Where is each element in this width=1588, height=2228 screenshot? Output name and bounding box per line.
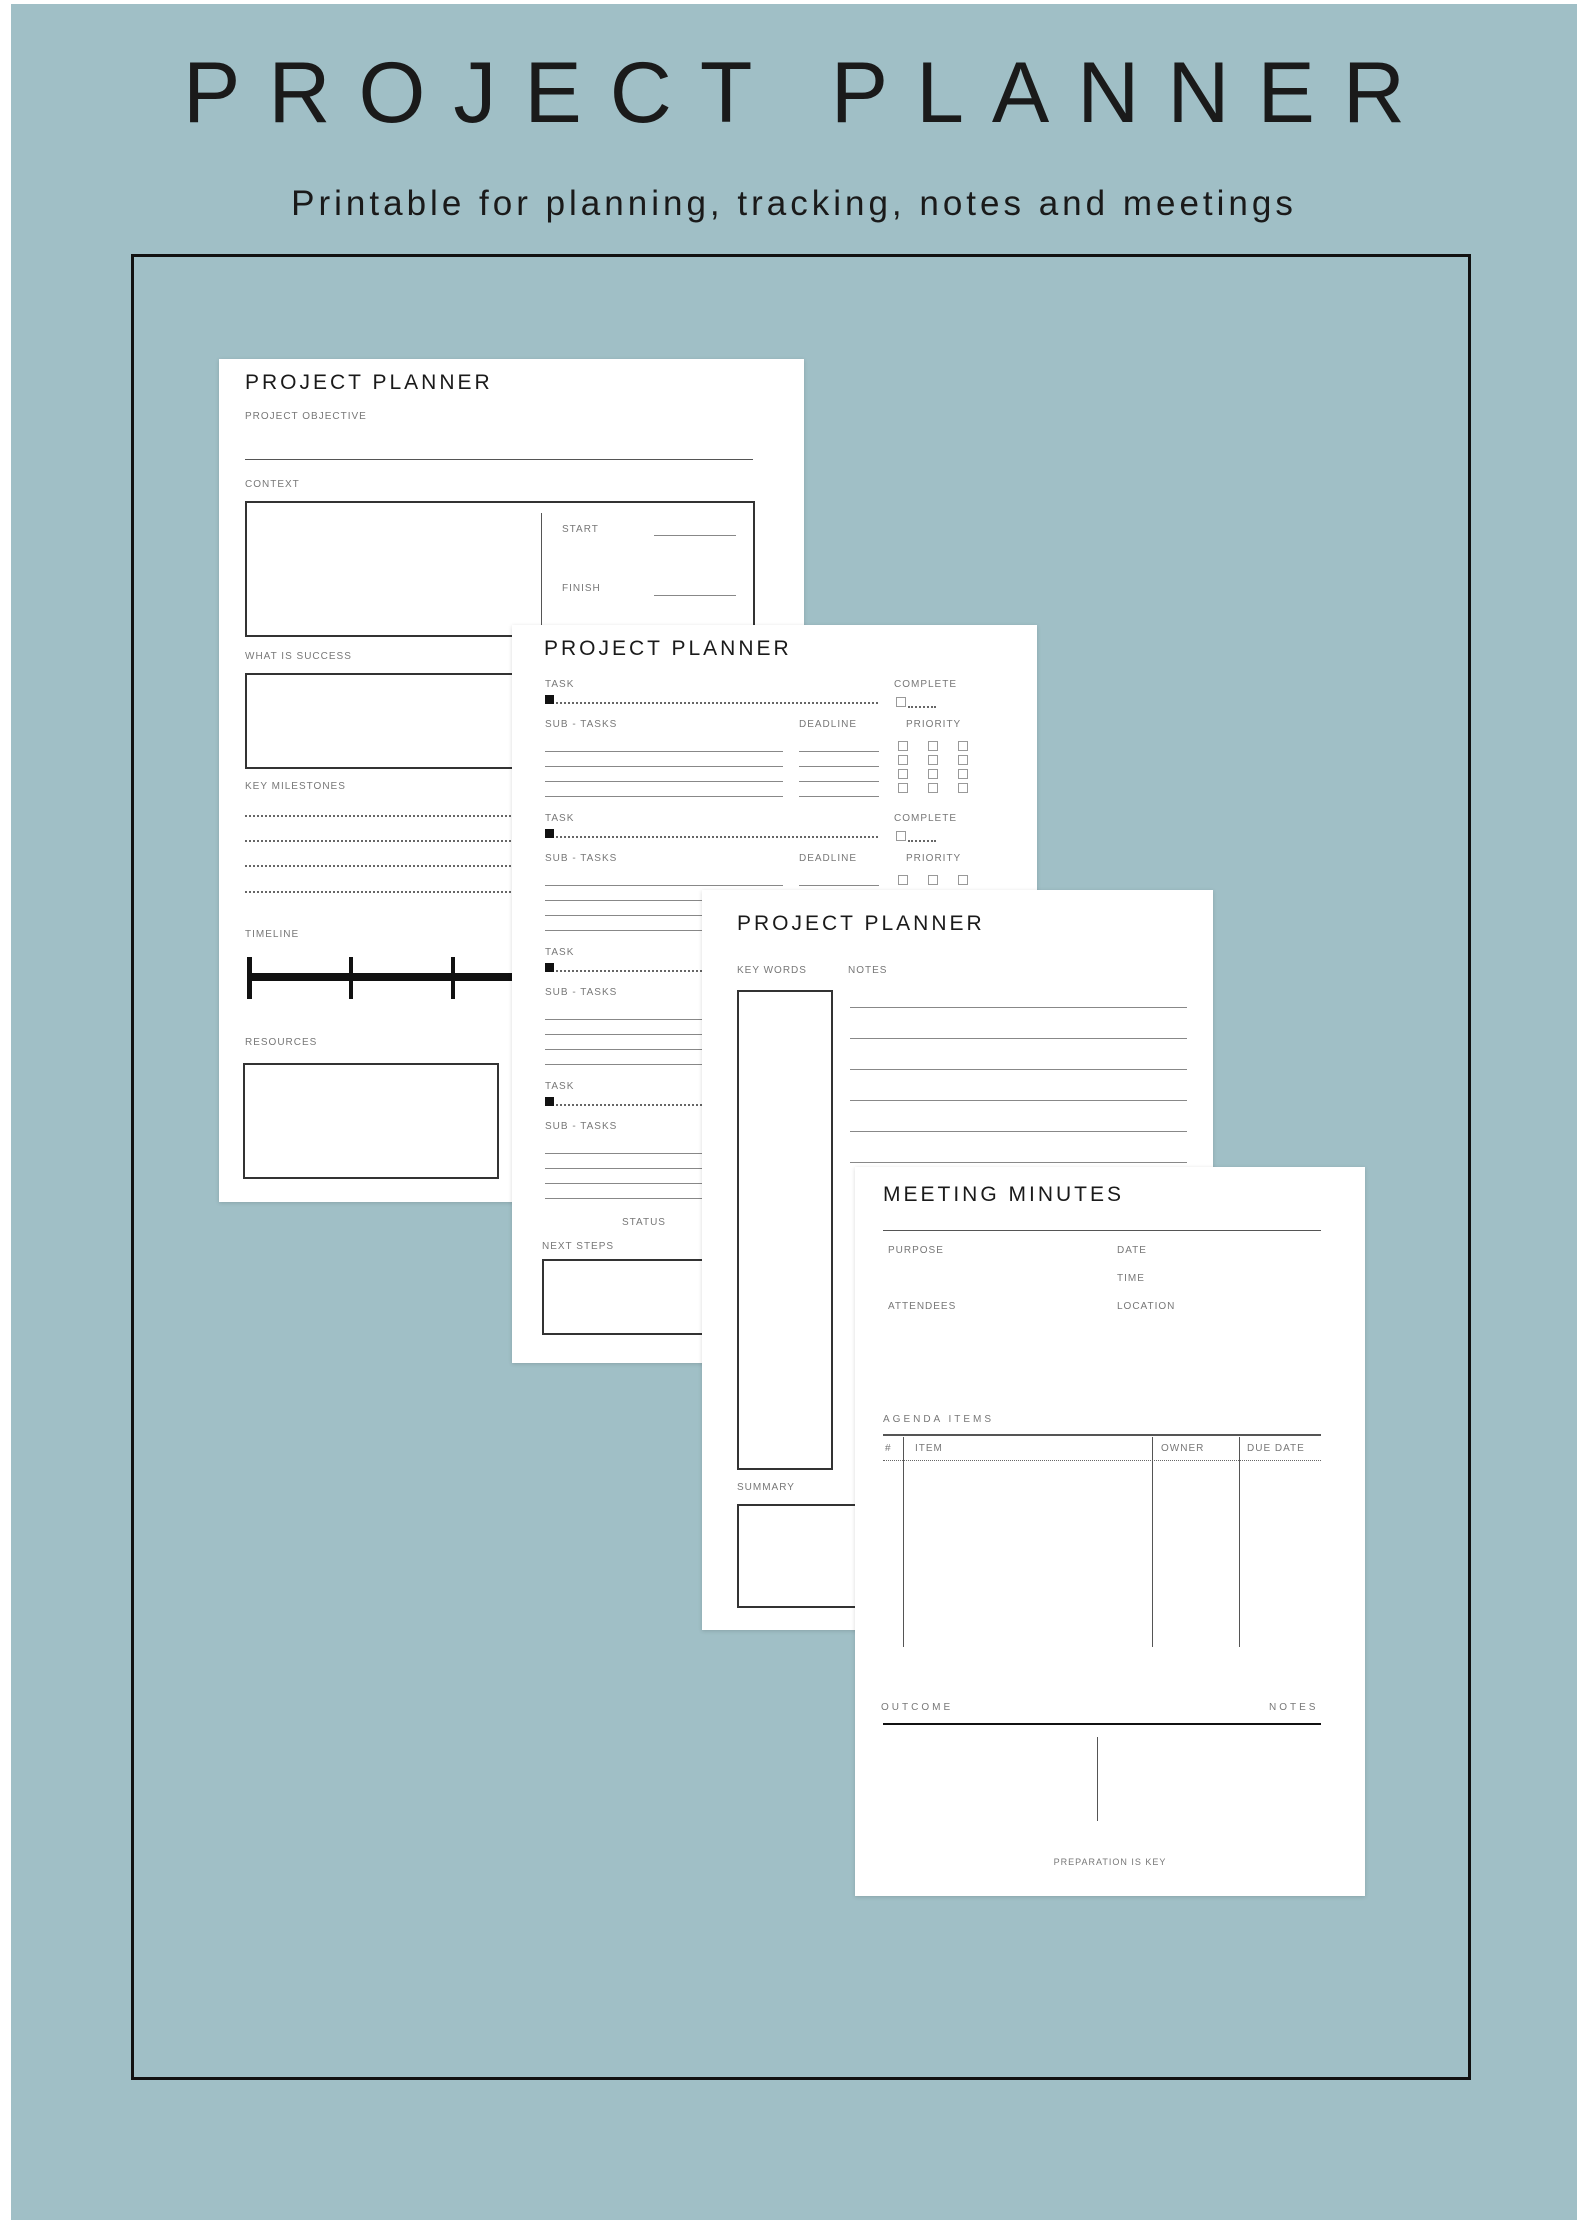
- deadline-label: DEADLINE: [799, 853, 858, 864]
- notes-label: NOTES: [1269, 1702, 1319, 1713]
- notes-line: [850, 1162, 1187, 1163]
- priority-checkbox[interactable]: [928, 783, 938, 793]
- complete-checkbox[interactable]: [896, 697, 906, 707]
- date-label: DATE: [1117, 1245, 1147, 1256]
- resources-label: RESOURCES: [245, 1037, 318, 1048]
- complete-line: [908, 840, 936, 842]
- priority-checkbox[interactable]: [958, 755, 968, 765]
- priority-checkbox[interactable]: [898, 755, 908, 765]
- complete-line: [908, 706, 936, 708]
- priority-checkbox[interactable]: [928, 755, 938, 765]
- location-label: LOCATION: [1117, 1301, 1176, 1312]
- notes-line: [850, 1100, 1187, 1101]
- sheet-title: PROJECT PLANNER: [245, 371, 493, 394]
- task-bullet-icon: [545, 963, 554, 972]
- subtasks-label: SUB - TASKS: [545, 719, 618, 730]
- agenda-col-divider: [1152, 1437, 1153, 1647]
- subtasks-label: SUB - TASKS: [545, 853, 618, 864]
- deadline-line: [799, 751, 879, 752]
- timeline-tick: [349, 957, 353, 999]
- priority-label: PRIORITY: [906, 719, 962, 730]
- summary-label: SUMMARY: [737, 1482, 795, 1493]
- context-divider: [541, 513, 542, 625]
- outcome-rule: [883, 1723, 1321, 1725]
- task-bullet-icon: [545, 695, 554, 704]
- notes-label: NOTES: [848, 965, 888, 976]
- priority-checkbox[interactable]: [958, 769, 968, 779]
- priority-checkbox[interactable]: [958, 783, 968, 793]
- notes-line: [850, 1038, 1187, 1039]
- agenda-label: AGENDA ITEMS: [883, 1414, 995, 1425]
- sheet-title: PROJECT PLANNER: [544, 637, 792, 660]
- deadline-line: [799, 766, 879, 767]
- sheet-title: MEETING MINUTES: [883, 1183, 1125, 1206]
- priority-checkbox[interactable]: [898, 769, 908, 779]
- task-line: [556, 702, 878, 704]
- priority-checkbox[interactable]: [898, 875, 908, 885]
- project-objective-label: PROJECT OBJECTIVE: [245, 411, 367, 422]
- deadline-line: [799, 796, 879, 797]
- poster: [11, 4, 1577, 2220]
- footer-text: PREPARATION IS KEY: [1053, 1857, 1167, 1867]
- complete-label: COMPLETE: [894, 679, 958, 690]
- subtask-line: [545, 885, 783, 886]
- poster-title: PROJECT PLANNER: [183, 45, 1433, 141]
- priority-checkbox[interactable]: [898, 783, 908, 793]
- title-rule: [883, 1230, 1321, 1231]
- priority-label: PRIORITY: [906, 853, 962, 864]
- deadline-line: [799, 781, 879, 782]
- status-label: STATUS: [622, 1217, 666, 1228]
- task-label: TASK: [545, 679, 575, 690]
- timeline-tick: [451, 957, 455, 999]
- task-line: [556, 836, 878, 838]
- resources-box: [243, 1063, 499, 1179]
- subtasks-label: SUB - TASKS: [545, 1121, 618, 1132]
- task-label: TASK: [545, 947, 575, 958]
- finish-label: FINISH: [562, 583, 601, 594]
- deadline-line: [799, 885, 879, 886]
- sheet-title: PROJECT PLANNER: [737, 912, 985, 935]
- attendees-label: ATTENDEES: [888, 1301, 957, 1312]
- notes-line: [850, 1069, 1187, 1070]
- context-box: [245, 501, 755, 637]
- priority-checkbox[interactable]: [958, 741, 968, 751]
- subtask-line: [545, 751, 783, 752]
- timeline-label: TIMELINE: [245, 929, 300, 940]
- priority-checkbox[interactable]: [928, 769, 938, 779]
- complete-label: COMPLETE: [894, 813, 958, 824]
- start-line: [654, 535, 736, 536]
- outcome-label: OUTCOME: [881, 1702, 954, 1713]
- keywords-box: [737, 990, 833, 1470]
- priority-checkbox[interactable]: [928, 875, 938, 885]
- context-label: CONTEXT: [245, 479, 300, 490]
- task-label: TASK: [545, 1081, 575, 1092]
- task-bullet-icon: [545, 829, 554, 838]
- agenda-rule: [883, 1434, 1321, 1436]
- col-due-date: DUE DATE: [1247, 1443, 1305, 1454]
- keywords-label: KEY WORDS: [737, 965, 807, 976]
- notes-line: [850, 1007, 1187, 1008]
- milestones-label: KEY MILESTONES: [245, 781, 346, 792]
- priority-checkbox[interactable]: [928, 741, 938, 751]
- objective-line: [245, 459, 753, 460]
- col-hash: #: [885, 1443, 892, 1454]
- complete-checkbox[interactable]: [896, 831, 906, 841]
- agenda-col-divider: [903, 1437, 904, 1647]
- agenda-header-divider: [883, 1460, 1321, 1461]
- task-label: TASK: [545, 813, 575, 824]
- notes-line: [850, 1131, 1187, 1132]
- agenda-col-divider: [1239, 1437, 1240, 1647]
- priority-checkbox[interactable]: [898, 741, 908, 751]
- next-steps-label: NEXT STEPS: [542, 1241, 615, 1252]
- priority-checkbox[interactable]: [958, 875, 968, 885]
- start-label: START: [562, 524, 599, 535]
- deadline-label: DEADLINE: [799, 719, 858, 730]
- task-bullet-icon: [545, 1097, 554, 1106]
- col-item: ITEM: [915, 1443, 943, 1454]
- subtask-line: [545, 796, 783, 797]
- timeline-tick: [247, 957, 252, 999]
- finish-line: [654, 595, 736, 596]
- success-label: WHAT IS SUCCESS: [245, 651, 352, 662]
- subtask-line: [545, 781, 783, 782]
- subtasks-label: SUB - TASKS: [545, 987, 618, 998]
- poster-subtitle: Printable for planning, tracking, notes and meetings: [291, 184, 1297, 223]
- sheet-meeting-minutes: [855, 1167, 1365, 1896]
- col-owner: OWNER: [1161, 1443, 1205, 1454]
- subtask-line: [545, 766, 783, 767]
- purpose-label: PURPOSE: [888, 1245, 944, 1256]
- outcome-divider: [1097, 1737, 1098, 1821]
- time-label: TIME: [1117, 1273, 1145, 1284]
